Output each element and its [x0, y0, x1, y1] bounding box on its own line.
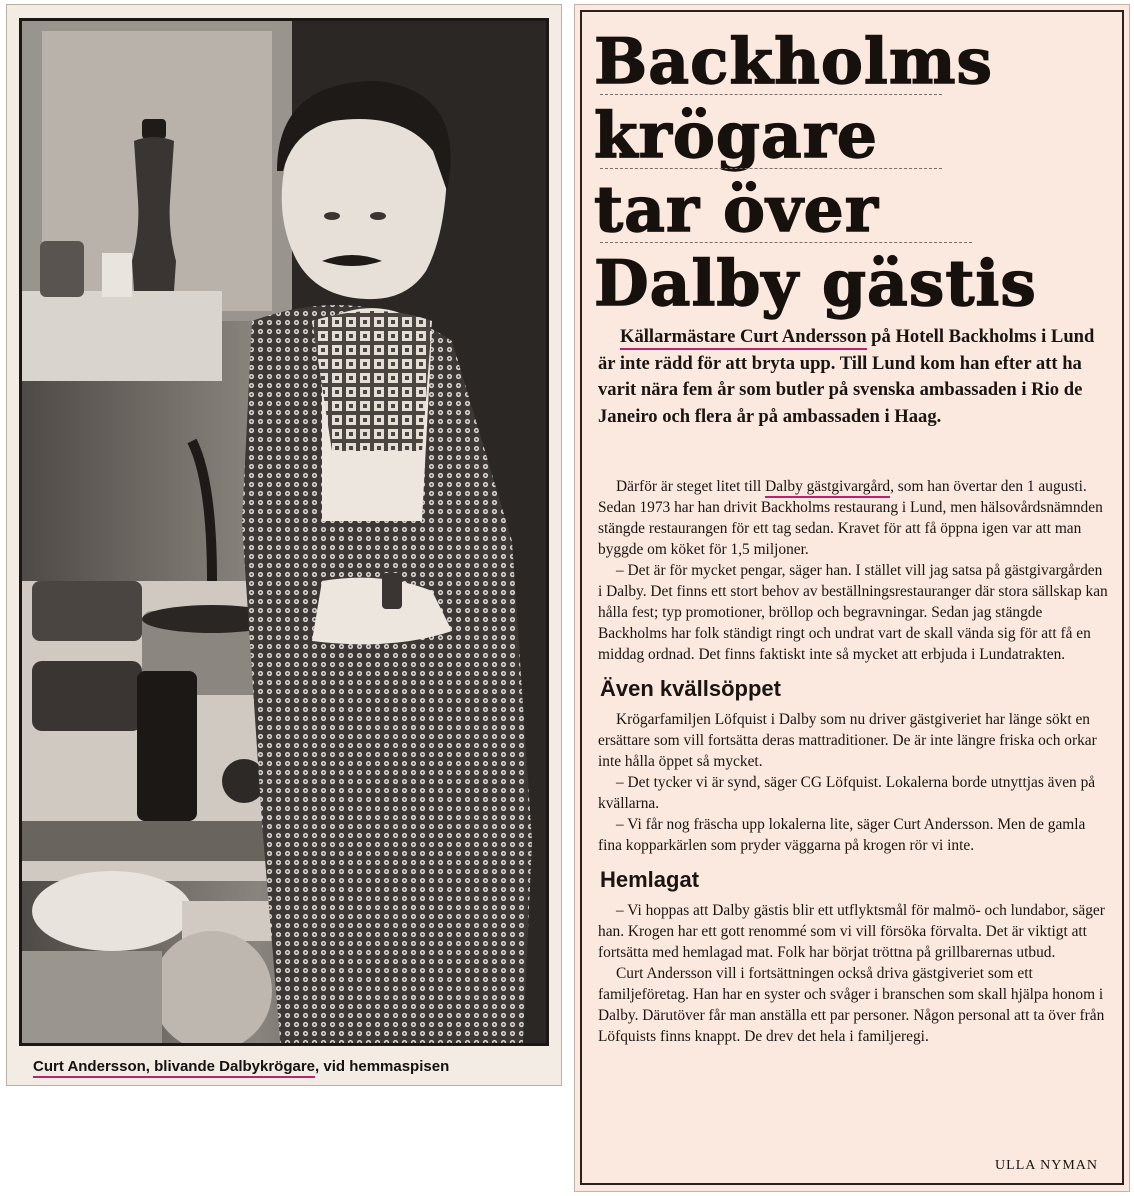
subheading-evening: Även kvällsöppet	[600, 676, 781, 701]
headline-divider	[600, 168, 942, 169]
paragraph: Curt Andersson vill i fortsättningen också driva gästgiveriet som ett familjeföretag. Han har en syster och svåger i branschen som skall hjälpa honom i Dalby. Därutöver får man anställa ett par personer. Någon personal att ta över från Löfquists finns knappt. De drev det hela i familjeregi.	[598, 965, 1105, 1045]
paragraph: – Vi hoppas att Dalby gästis blir ett utflyktsmål för malmö- och lundabor, säger han. Krogen har ett gott renommé som vi vill försöka förvalta. Det är viktigt att fortsätta med hemlagad mat. Folk har börjat tröttna på grillbarernas utbud.	[598, 902, 1105, 961]
headline-line-1: Backholms	[594, 24, 993, 98]
byline: ULLA NYMAN	[995, 1158, 1098, 1173]
lead-text: på Hotell Backholms i Lund är inte rädd för att bryta upp. Till Lund kom han efter att ha varit nära fem år som butler på svenska ambassaden i Rio de Janeiro och flera år på ambassaden i Haag.	[598, 326, 1095, 427]
body-highlight: Dalby gästgivargård	[765, 478, 890, 498]
lead-highlight: Källarmästare Curt Andersson	[620, 326, 867, 350]
article-body	[598, 476, 1108, 1047]
headline-line-2: krögare	[594, 98, 879, 172]
caption-highlight: Curt Andersson, blivande Dalbykrögare	[33, 1058, 315, 1078]
paragraph: – Det tycker vi är synd, säger CG Löfquist. Lokalerna borde utnyttjas även på kvällarna.	[598, 774, 1096, 812]
paragraph: – Vi får nog fräscha upp lokalerna lite, säger Curt Andersson. Men de gamla fina kopparkärlen som pryder väggarna på krogen rör vi inte.	[598, 816, 1086, 854]
paragraph: Krögarfamiljen Löfquist i Dalby som nu driver gästgiveriet har länge sökt en ersättare som vill fortsätta deras mattraditioner. De är inte längre friska och orkar inte hålla öppet så mycket.	[598, 711, 1097, 770]
lead-paragraph	[598, 324, 1108, 430]
headline-line-3: tar över	[594, 172, 879, 246]
headline-divider	[600, 242, 972, 243]
photo-caption	[21, 1049, 551, 1085]
headline-divider	[600, 94, 942, 95]
article-clipping	[574, 4, 1130, 1192]
subheading-homemade: Hemlagat	[600, 867, 700, 892]
headline-line-4: Dalby gästis	[594, 246, 1037, 320]
caption-rest: , vid hemmaspisen	[315, 1058, 450, 1075]
photo-clipping	[6, 4, 562, 1086]
headline	[594, 24, 1104, 320]
paragraph: – Det är för mycket pengar, säger han. I stället vill jag satsa på gästgivargården i Dalby. Det finns ett stort behov av beställningsrestauranger där stora sällskap kan hålla fest; typ promotioner, bröllop och begravningar. Sedan jag stängde Backholms har folk ständigt ringt och undrat vart de skall vända sig för att få en middag ordnad. Det finns faktiskt inte så mycket att erbjuda i Lundatrakten.	[598, 562, 1108, 663]
newspaper-photo	[19, 18, 549, 1046]
article-frame	[580, 10, 1124, 1185]
paragraph: Därför är steget litet till Dalby gästgivargård, som han övertar den 1 augusti. Sedan 1973 har han drivit Backholms restaurang i Lund, men hälsovårdsnämnden stängde restaurangen för ett tag sedan. Kravet för att få öppna igen var att man byggde om köket för 1,5 miljoner.	[598, 478, 1103, 558]
